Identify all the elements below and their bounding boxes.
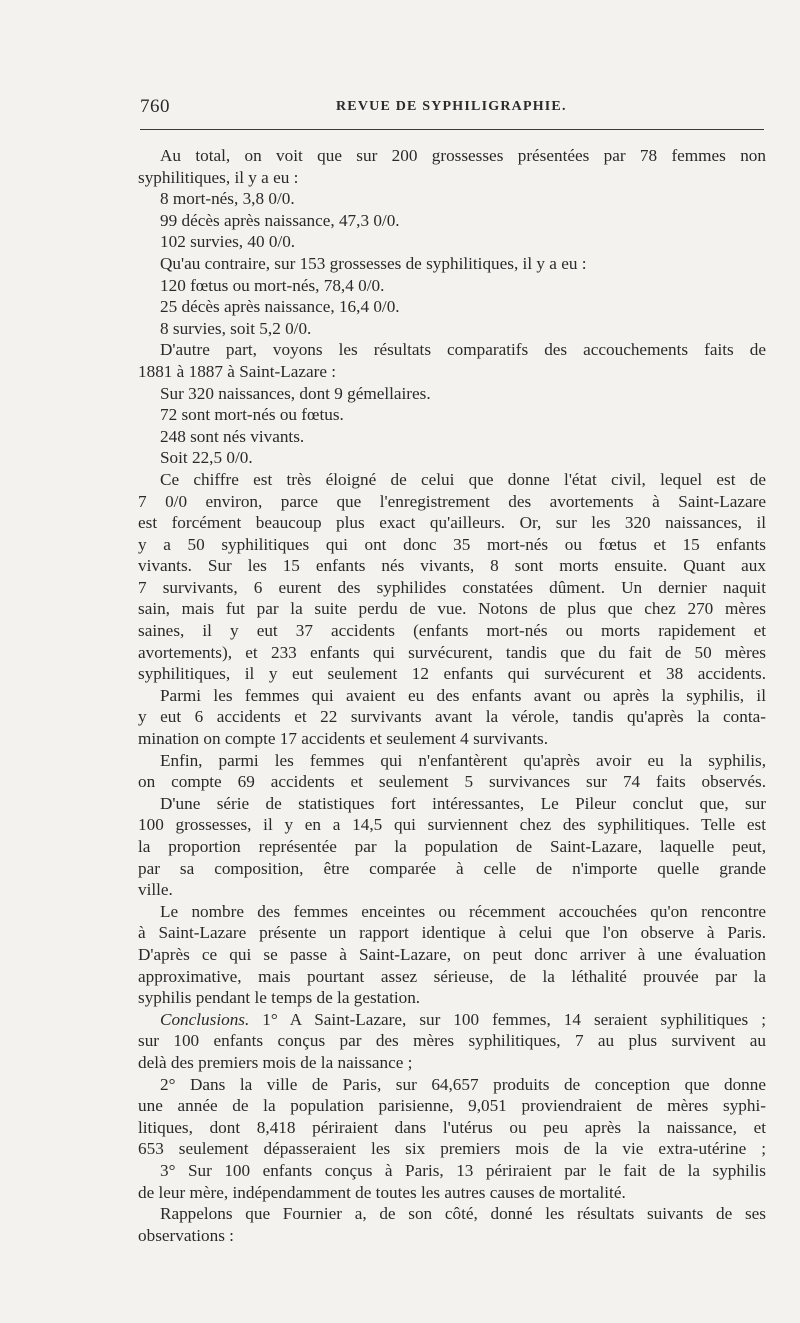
text-line: y eut 6 accidents et 22 survivants avant la vérole, tandis qu'après la conta- [138, 707, 766, 727]
text-line: sur 100 enfants conçus par des mères syphilitiques, 7 au plus survivent au [138, 1031, 766, 1051]
italic-heading: Conclusions. [160, 1009, 250, 1029]
text-line: 100 grossesses, il y en a 14,5 qui surviennent chez des syphilitiques. Telle est [138, 815, 766, 835]
text-line: de leur mère, indépendamment de toutes les autres causes de mortalité. [138, 1182, 626, 1202]
text-line: observations : [138, 1225, 234, 1245]
text-line: Conclusions. 1° A Saint-Lazare, sur 100 femmes, 14 seraient syphilitiques ; [160, 1009, 766, 1029]
text-line: vivants. Sur les 15 enfants nés vivants, 8 sont morts ensuite. Quant aux [138, 556, 766, 576]
text-line: sain, mais fut par la suite perdu de vue. Notons de plus que chez 270 mères [138, 599, 766, 619]
text-line: D'une série de statistiques fort intéressantes, Le Pileur conclut que, sur [160, 793, 766, 813]
text-line: 3° Sur 100 enfants conçus à Paris, 13 périraient par le fait de la syphilis [160, 1160, 766, 1180]
text-line: D'après ce qui se passe à Saint-Lazare, on peut donc arriver à une évaluation [138, 944, 766, 964]
text-line: une année de la population parisienne, 9,051 proviendraient de mères syphi- [138, 1096, 766, 1116]
text-line: mination on compte 17 accidents et seulement 4 survivants. [138, 729, 549, 749]
text-line: y a 50 syphilitiques qui ont donc 35 mort-nés ou fœtus et 15 enfants [138, 534, 766, 554]
text-line: 248 sont nés vivants. [160, 426, 305, 446]
text-line: Qu'au contraire, sur 153 grossesses de syphilitiques, il y a eu : [160, 253, 587, 273]
text-line: syphilitiques, il y eut seulement 12 enfants qui survécurent et 38 accidents. [138, 664, 766, 684]
text-line: on compte 69 accidents et seulement 5 survivances sur 74 faits observés. [138, 772, 766, 792]
text-line: Rappelons que Fournier a, de son côté, donné les résultats suivants de ses [160, 1204, 766, 1224]
page-header [140, 96, 766, 124]
text-line: 7 0/0 environ, parce que l'enregistrement des avortements à Saint-Lazare [138, 491, 766, 511]
text-line: avortements), et 233 enfants qui survécurent, tandis que du fait de 50 mères [138, 642, 766, 662]
text-line: 653 seulement dépasseraient les six premiers mois de la vie extra-utérine ; [138, 1139, 766, 1159]
page-number: 760 [140, 96, 170, 117]
text-line: Enfin, parmi les femmes qui n'enfantèrent qu'après avoir eu la syphilis, [160, 750, 766, 770]
text-line: 120 fœtus ou mort-nés, 78,4 0/0. [160, 275, 385, 295]
text-line: 1881 à 1887 à Saint-Lazare : [138, 361, 337, 381]
text-line: Parmi les femmes qui avaient eu des enfants avant ou après la syphilis, il [160, 685, 766, 705]
text-line: syphilis pendant le temps de la gestation. [138, 988, 421, 1008]
text-line: litiques, dont 8,418 périraient dans l'utérus ou peu après la naissance, et [138, 1117, 766, 1137]
text-line: approximative, mais pourtant assez sérieuse, de la léthalité prouvée par la [138, 966, 766, 986]
text-line: Au total, on voit que sur 200 grossesses présentées par 78 femmes non [160, 146, 766, 165]
body-text [138, 145, 766, 1246]
text-line: Sur 320 naissances, dont 9 gémellaires. [160, 383, 431, 403]
text-line: 25 décès après naissance, 16,4 0/0. [160, 297, 400, 317]
text-line: delà des premiers mois de la naissance ; [138, 1052, 413, 1072]
running-title: REVUE DE SYPHILIGRAPHIE. [336, 99, 567, 114]
text-line: 72 sont mort-nés ou fœtus. [160, 405, 344, 425]
text-line: 102 survies, 40 0/0. [160, 232, 296, 252]
text-line: à Saint-Lazare présente un rapport identique à celui que l'on observe à Paris. [138, 923, 766, 943]
header-rule [140, 129, 764, 130]
text-line: 7 survivants, 6 eurent des syphilides constatées dûment. Un dernier naquit [138, 577, 766, 597]
text-line: Ce chiffre est très éloigné de celui que donne l'état civil, lequel est de [160, 469, 766, 489]
text-line: Le nombre des femmes enceintes ou récemment accouchées qu'on rencontre [160, 901, 766, 921]
text-line: 2° Dans la ville de Paris, sur 64,657 produits de conception que donne [160, 1074, 766, 1094]
text-line: 99 décès après naissance, 47,3 0/0. [160, 210, 400, 230]
text-line: 8 mort-nés, 3,8 0/0. [160, 189, 295, 209]
text-line: saines, il y eut 37 accidents (enfants mort-nés ou morts rapidement et [138, 621, 766, 641]
text-line: D'autre part, voyons les résultats comparatifs des accouchements faits de [160, 340, 766, 360]
text-line: Soit 22,5 0/0. [160, 448, 253, 468]
text-line: par sa composition, être comparée à celle de n'importe quelle grande [138, 858, 766, 878]
text-line: syphilitiques, il y a eu : [138, 167, 299, 187]
text-line: 8 survies, soit 5,2 0/0. [160, 318, 312, 338]
text-line: est forcément beaucoup plus exact qu'ailleurs. Or, sur les 320 naissances, il [138, 513, 766, 533]
text-line: la proportion représentée par la population de Saint-Lazare, laquelle peut, [138, 837, 766, 856]
text-line: ville. [138, 880, 173, 900]
